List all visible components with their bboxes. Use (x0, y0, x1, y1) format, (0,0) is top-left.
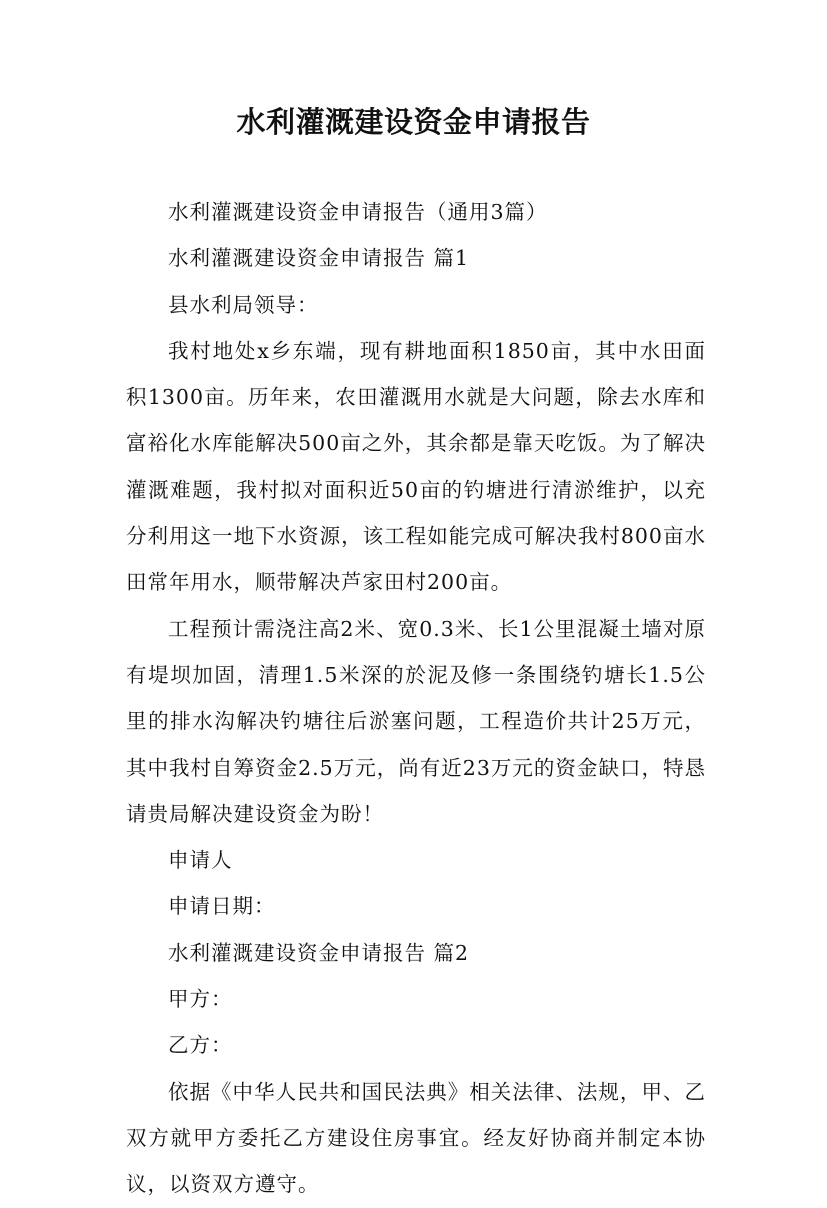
paragraph-party-a: 甲方： (168, 987, 233, 1012)
paragraph-section-2-heading: 水利灌溉建设资金申请报告 篇2 (168, 940, 470, 965)
paragraph-application-date: 申请日期： (168, 894, 276, 919)
paragraph-project-cost: 工程预计需浇注高2米、宽0.3米、长1公里混凝土墙对原有堤坝加固，清理1.5米深的於泥及修一条围绕钓塘长1.5公里的排水沟解决钓塘往后淤塞问题，工程造价共计25万元，其中我村自筹资金2.5万元，尚有近23万元的资金缺口，特恳请贵局解决建设资金为盼！ (126, 616, 706, 826)
paragraph-party-b: 乙方： (168, 1033, 233, 1058)
paragraph-salutation: 县水利局领导： (168, 292, 319, 317)
document-body (126, 189, 706, 1208)
paragraph-applicant: 申请人 (168, 848, 233, 873)
paragraph-doc-heading: 水利灌溉建设资金申请报告（通用3篇） (168, 200, 548, 224)
document-title: 水利灌溉建设资金申请报告 (236, 105, 591, 139)
paragraph-agreement: 依据《中华人民共和国民法典》相关法律、法规，甲、乙双方就甲方委托乙方建设住房事宜。经友好协商并制定本协议，以资双方遵守。 (126, 1079, 706, 1197)
paragraph-background: 我村地处x乡东端，现有耕地面积1850亩，其中水田面积1300亩。历年来，农田灌溉用水就是大问题，除去水库和富裕化水库能解决500亩之外，其余都是靠天吃饭。为了解决灌溉难题，我村拟对面积近50亩的钓塘进行清淤维护，以充分利用这一地下水资源，该工程如能完成可解决我村800亩水田常年用水，顺带解决芦家田村200亩。 (126, 338, 706, 595)
paragraph-section-1-heading: 水利灌溉建设资金申请报告 篇1 (168, 246, 470, 271)
